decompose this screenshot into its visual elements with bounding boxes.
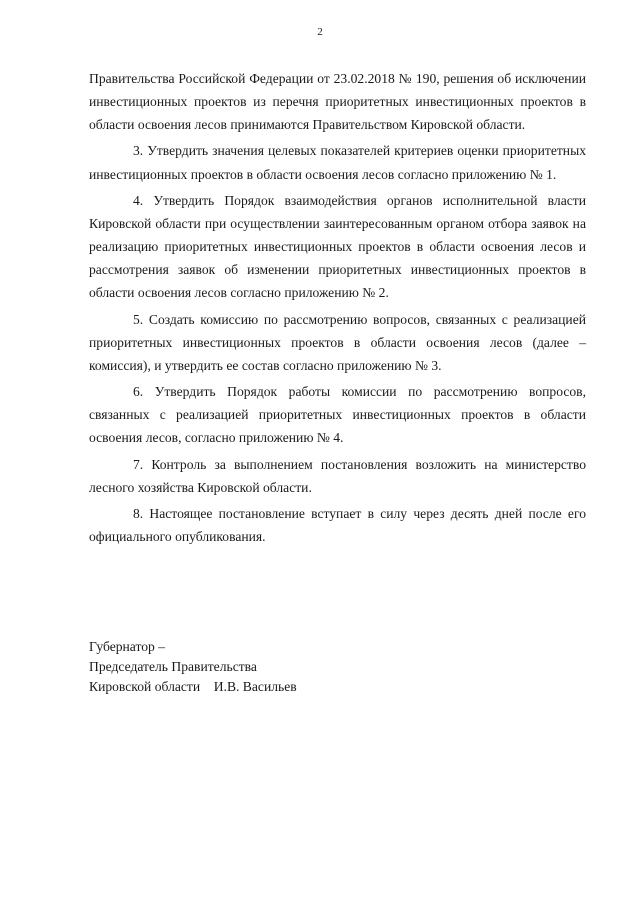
document-body — [89, 67, 586, 548]
paragraph-item-4: 4. Утвердить Порядок взаимодействия органов исполнительной власти Кировской области при осуществлении заинтересованным органом отбора заявок на реализацию приоритетных инвестиционных проектов в области освоения лесов и рассмотрения заявок об изменении приоритетных инвестиционных проектов в области освоения лесов согласно приложению № 2. — [89, 192, 586, 301]
signature-title-chairman: Председатель Правительства — [89, 659, 257, 674]
paragraph-item-3: 3. Утвердить значения целевых показателей критериев оценки приоритетных инвестиционных проектов в области освоения лесов согласно приложению № 1. — [89, 143, 586, 182]
paragraph-item-8: 8. Настоящее постановление вступает в силу через десять дней после его официального опубликования. — [89, 505, 586, 544]
signature-block — [89, 637, 297, 697]
page-number: 2 — [317, 26, 323, 38]
paragraph-item-7: 7. Контроль за выполнением постановления возложить на министерство лесного хозяйства Кировской области. — [89, 456, 586, 495]
signature-title-governor: Губернатор – — [89, 639, 166, 654]
paragraph-continuation: Правительства Российской Федерации от 23.02.2018 № 190, решения об исключении инвестиционных проектов из перечня приоритетных инвестиционных проектов в области освоения лесов принимаются Правительством Кировской области. — [89, 71, 586, 133]
paragraph-item-6: 6. Утвердить Порядок работы комиссии по рассмотрению вопросов, связанных с реализацией приоритетных инвестиционных проектов в области освоения лесов, согласно приложению № 4. — [89, 384, 586, 446]
paragraph-item-5: 5. Создать комиссию по рассмотрению вопросов, связанных с реализацией приоритетных инвестиционных проектов в области освоения лесов (далее – комиссия), и утвердить ее состав согласно приложению № 3. — [89, 311, 586, 373]
signature-name: Кировской области И.В. Васильев — [89, 679, 297, 694]
